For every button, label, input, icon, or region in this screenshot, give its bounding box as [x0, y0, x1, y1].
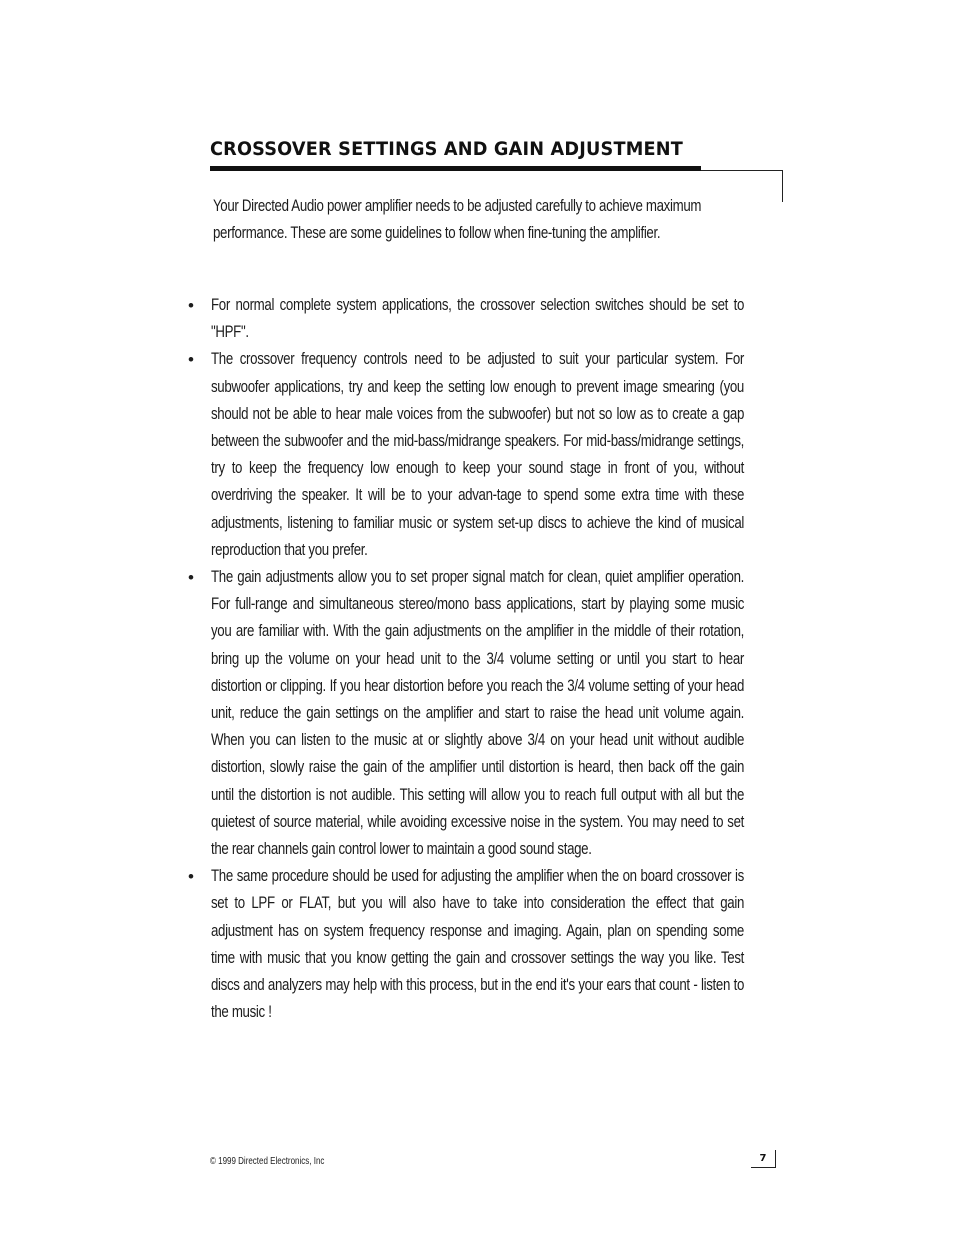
bullet-icon: • — [188, 568, 194, 588]
intro-paragraph: Your Directed Audio power amplifier needs to be adjusted carefully to achieve maximum performance. These are some guidelines to follow when fine-tuning the amplifier. — [213, 197, 702, 243]
page-number: 7 — [751, 1150, 776, 1168]
copyright-notice: © 1999 Directed Electronics, Inc — [210, 1156, 325, 1167]
frame-line-side — [782, 170, 783, 202]
frame-line-top — [701, 170, 783, 171]
list-item-text: The gain adjustments allow you to set proper signal match for clean, quiet amplifier operation. For full-range and simultaneous stereo/mono bass applications, start by playing some music you are familiar with. With the gain adjustments on the amplifier in the middle of their rotation, bring up the volume on your head unit to the 3/4 volume setting or until you start to hear distortion or clipping. If you hear distortion before you reach the 3/4 volume setting of your head unit, reduce the gain settings on the amplifier and start to raise the head unit volume again. When you can listen to the music at or slightly above 3/4 on your head unit without audible distortion, slowly raise the gain of the amplifier until distortion is heard, then back off the gain until the distortion is not audible. This setting will allow you to reach full output with all but the quietest of source material, while avoiding excessive noise in the system. You may need to set the rear channels gain control lower to maintain a good sound stage. — [211, 568, 744, 859]
list-item-text: For normal complete system applications, the crossover selection switches should be set to "HPF". — [211, 296, 744, 342]
heading-underline — [210, 166, 701, 171]
guideline-list — [188, 292, 745, 1026]
section-heading: CROSSOVER SETTINGS AND GAIN ADJUSTMENT — [210, 138, 683, 160]
list-item-text: The crossover frequency controls need to be adjusted to suit your particular system. For subwoofer applications, try and keep the setting low enough to prevent image smearing (you should not be able to hear male voices from the subwoofer) but not so low as to create a gap between the subwoofer and the mid-bass/midrange speakers. For mid-bass/midrange settings, try to keep the frequency low enough to keep your sound stage in front of you, without overdriving the speaker. It will be to your advan-tage to spend some extra time with these adjustments, listening to familiar music or system set-up discs to achieve the kind of musical reproduction that you prefer. — [211, 350, 744, 559]
list-item — [188, 564, 745, 863]
list-item — [188, 863, 745, 1026]
bullet-icon: • — [188, 350, 194, 370]
list-item — [188, 346, 745, 564]
list-item-text: The same procedure should be used for adjusting the amplifier when the on board crossover is set to LPF or FLAT, but you will also have to take into consideration the effect that gain adjustment has on system frequency response and imaging. Again, plan on spending some time with music that you know getting the gain and crossover settings the way you like. Test discs and analyzers may help with this process, but in the end it's your ears that count - listen to the music ! — [211, 867, 744, 1022]
bullet-icon: • — [188, 296, 194, 315]
bullet-icon: • — [188, 867, 194, 887]
list-item — [188, 292, 745, 346]
